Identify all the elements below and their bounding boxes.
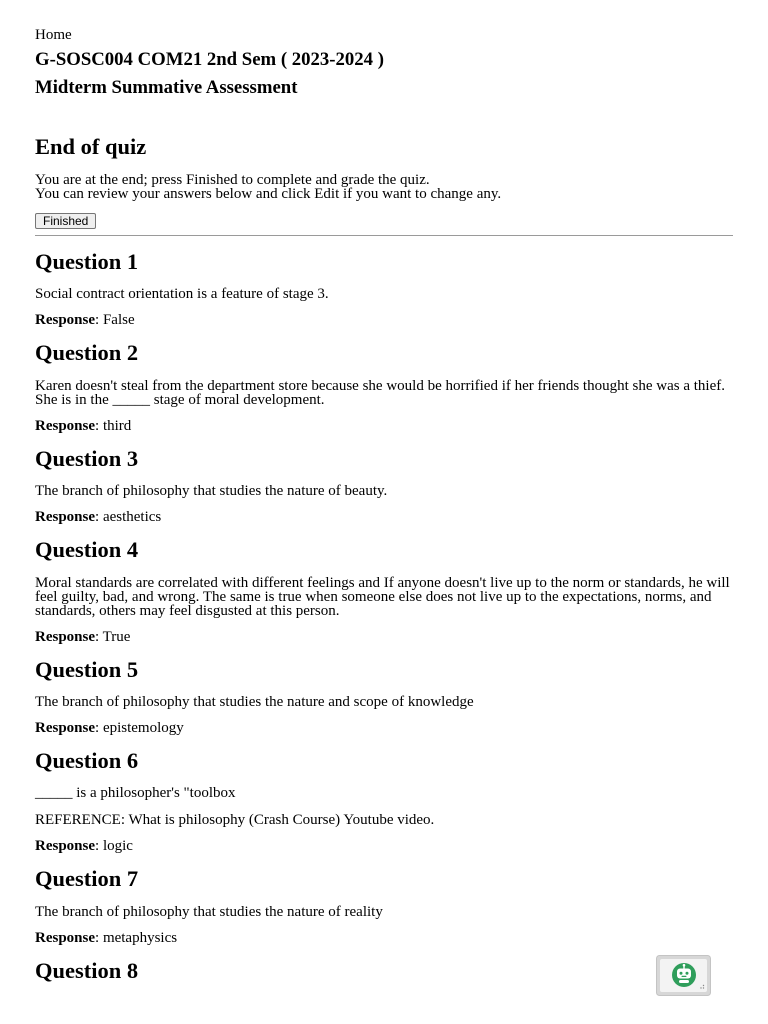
question-block [35,446,738,524]
question-block [35,866,738,944]
question-text: The branch of philosophy that studies the nature of reality [35,903,383,920]
question-response [35,721,738,735]
response-separator: : [95,628,103,645]
question-response [35,419,738,433]
response-separator: : [95,312,103,329]
response-value: third [102,417,132,434]
response-label: Response [35,929,96,946]
question-response [35,630,738,644]
response-separator: : [95,417,103,434]
response-separator: : [95,929,103,946]
question-heading: Question 3 [35,445,139,471]
question-block [35,657,738,735]
question-heading: Question 1 [35,249,139,274]
intro-line-1: You are at the end; press Finished to complete and grade the quiz. [35,172,430,188]
course-title: G-SOSC004 COM21 2nd Sem ( 2023-2024 ) [35,49,384,70]
question-text: The branch of philosophy that studies the nature of beauty. [35,483,388,500]
question-text: Moral standards are correlated with different feelings and If anyone doesn't live up to the norm or standards, he will feel guilty, bad, and wrong. The same is true when someone else does not live up to the expectations, norms, and standards, others may feel disgusted at this person. [35,574,730,619]
response-value: epistemology [102,719,184,736]
response-separator: : [95,838,103,855]
finish-button-wrapper [35,213,738,229]
response-label: Response [35,312,96,329]
question-block [35,340,738,432]
question-list [35,249,738,984]
question-heading: Question 5 [35,656,139,682]
response-separator: : [95,509,103,526]
response-label: Response [35,719,96,736]
question-block [35,958,738,984]
question-text: Social contract orientation is a feature of stage 3. [35,286,329,303]
intro-line-2: You can review your answers below and click Edit if you want to change any. [35,186,502,202]
question-block [35,249,738,327]
question-response [35,931,738,945]
question-heading: Question 6 [35,747,139,773]
response-label: Response [35,628,96,645]
question-heading: Question 2 [35,340,139,366]
page-content [35,0,738,984]
question-block [35,537,738,643]
finish-button[interactable]: Finished [35,213,96,229]
question-heading: Question 8 [35,957,139,983]
question-block [35,748,738,853]
page-title: End of quiz [35,134,147,159]
chatbot-launcher-button[interactable] [656,955,711,996]
question-text: The branch of philosophy that studies the nature and scope of knowledge [35,693,474,710]
response-value: False [102,312,135,329]
question-text: REFERENCE: What is philosophy (Crash Course) Youtube video. [35,812,435,829]
intro-text [35,173,738,201]
response-value: logic [102,838,133,855]
question-response [35,313,738,327]
breadcrumb-home-link[interactable]: Home [35,27,72,43]
robot-icon [656,955,711,996]
question-heading: Question 4 [35,537,139,563]
response-value: aesthetics [102,509,162,526]
question-heading: Question 7 [35,866,139,892]
quiz-title: Midterm Summative Assessment [35,77,298,98]
response-value: True [102,628,131,645]
response-label: Response [35,417,96,434]
question-response [35,839,738,853]
response-label: Response [35,509,96,526]
question-response [35,510,738,524]
breadcrumb [35,28,738,42]
question-text: _____ is a philosopher's "toolbox [35,785,236,802]
response-label: Response [35,838,96,855]
response-value: metaphysics [102,929,178,946]
response-separator: : [95,719,103,736]
divider [35,235,733,236]
question-text: Karen doesn't steal from the department store because she would be horrified if her friends thought she was a thief. She is in the _____ stage of moral development. [35,377,725,408]
